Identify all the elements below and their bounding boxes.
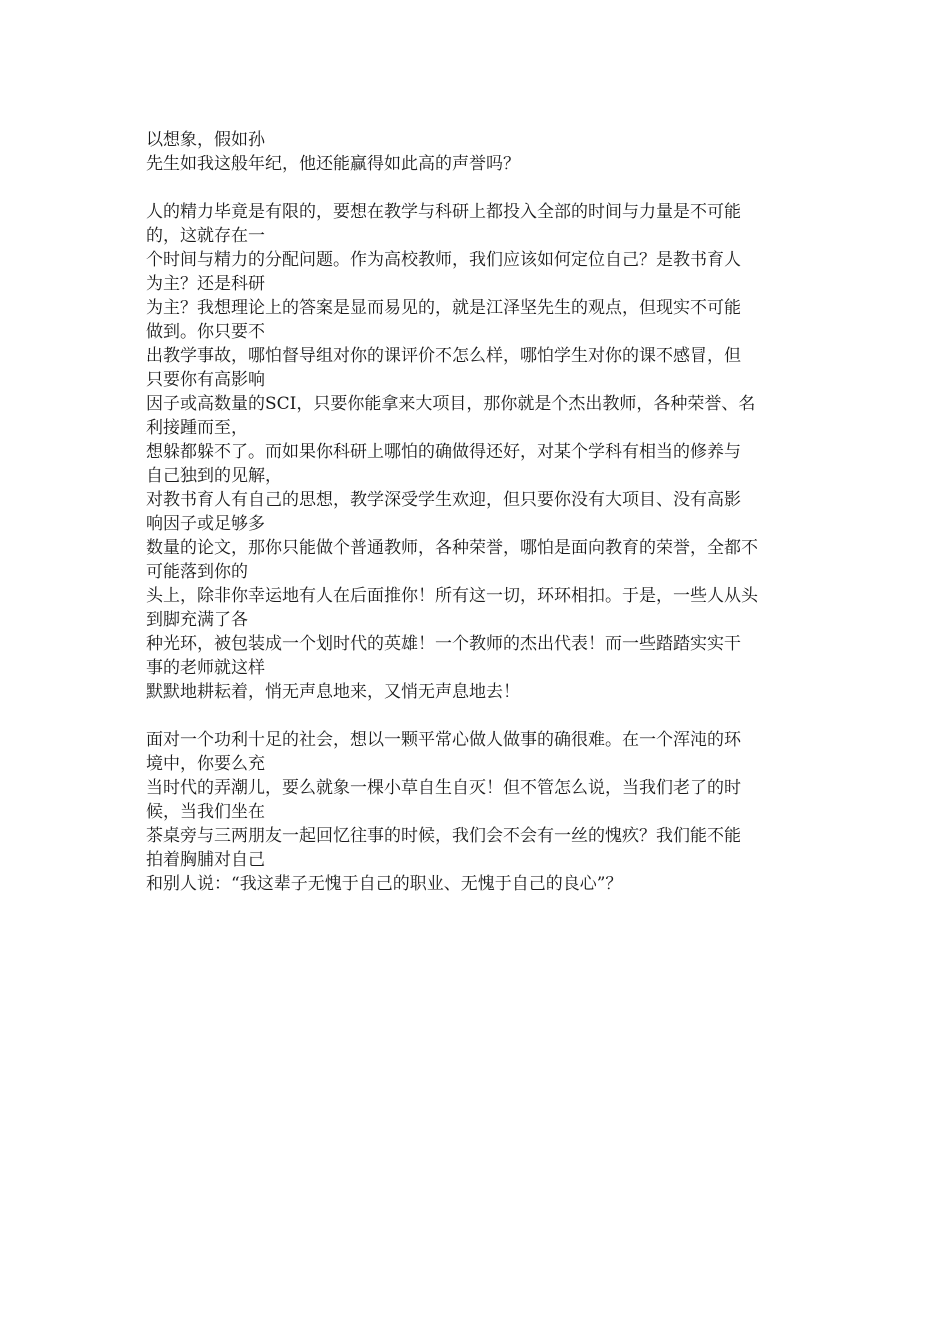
paragraph-1 xyxy=(146,128,812,176)
text-line: 默默地耕耘着，悄无声息地来，又悄无声息地去！ xyxy=(146,682,520,702)
paragraph-2 xyxy=(146,200,812,704)
text-line: 做到。你只要不 xyxy=(146,322,265,342)
text-line: 响因子或足够多 xyxy=(146,514,265,534)
text-line: 茶桌旁与三两朋友一起回忆往事的时候，我们会不会有一丝的愧疚？我们能不能 xyxy=(146,826,741,846)
text-line: 境中，你要么充 xyxy=(146,754,265,774)
document-page xyxy=(146,128,812,896)
text-line: 到脚充满了各 xyxy=(146,610,248,630)
text-line: 为主？还是科研 xyxy=(146,274,265,294)
text-line: 事的老师就这样 xyxy=(146,658,265,678)
text-line: 种光环，被包装成一个划时代的英雄！一个教师的杰出代表！而一些踏踏实实干 xyxy=(146,634,741,654)
text-line: 只要你有高影响 xyxy=(146,370,265,390)
text-line: 因子或高数量的SCI，只要你能拿来大项目，那你就是个杰出教师，各种荣誉、名 xyxy=(146,394,756,414)
text-line: 个时间与精力的分配问题。作为高校教师，我们应该如何定位自己？是教书育人 xyxy=(146,250,741,270)
text-line: 先生如我这般年纪，他还能赢得如此高的声誉吗？ xyxy=(146,154,520,174)
text-line: 拍着胸脯对自己 xyxy=(146,850,265,870)
text-line: 为主？我想理论上的答案是显而易见的，就是江泽坚先生的观点，但现实不可能 xyxy=(146,298,741,318)
text-line: 自己独到的见解， xyxy=(146,466,282,486)
paragraph-gap xyxy=(146,176,812,200)
text-line: 人的精力毕竟是有限的，要想在教学与科研上都投入全部的时间与力量是不可能 xyxy=(146,202,741,222)
paragraph-gap xyxy=(146,704,812,728)
text-line: 面对一个功利十足的社会，想以一颗平常心做人做事的确很难。在一个浑沌的环 xyxy=(146,730,741,750)
text-line: 候，当我们坐在 xyxy=(146,802,265,822)
text-line: 和别人说：“我这辈子无愧于自己的职业、无愧于自己的良心”？ xyxy=(146,874,623,894)
text-line: 头上，除非你幸运地有人在后面推你！所有这一切，环环相扣。于是，一些人从头 xyxy=(146,586,758,606)
text-line: 当时代的弄潮儿，要么就象一棵小草自生自灭！但不管怎么说，当我们老了的时 xyxy=(146,778,741,798)
text-line: 利接踵而至， xyxy=(146,418,248,438)
text-line: 的，这就存在一 xyxy=(146,226,265,246)
text-line: 想躲都躲不了。而如果你科研上哪怕的确做得还好，对某个学科有相当的修养与 xyxy=(146,442,741,462)
text-line: 出教学事故，哪怕督导组对你的课评价不怎么样，哪怕学生对你的课不感冒，但 xyxy=(146,346,741,366)
text-line: 以想象，假如孙 xyxy=(146,130,265,150)
paragraph-3 xyxy=(146,728,812,896)
text-line: 可能落到你的 xyxy=(146,562,248,582)
text-line: 数量的论文，那你只能做个普通教师，各种荣誉，哪怕是面向教育的荣誉，全都不 xyxy=(146,538,758,558)
text-line: 对教书育人有自己的思想，教学深受学生欢迎，但只要你没有大项目、没有高影 xyxy=(146,490,741,510)
